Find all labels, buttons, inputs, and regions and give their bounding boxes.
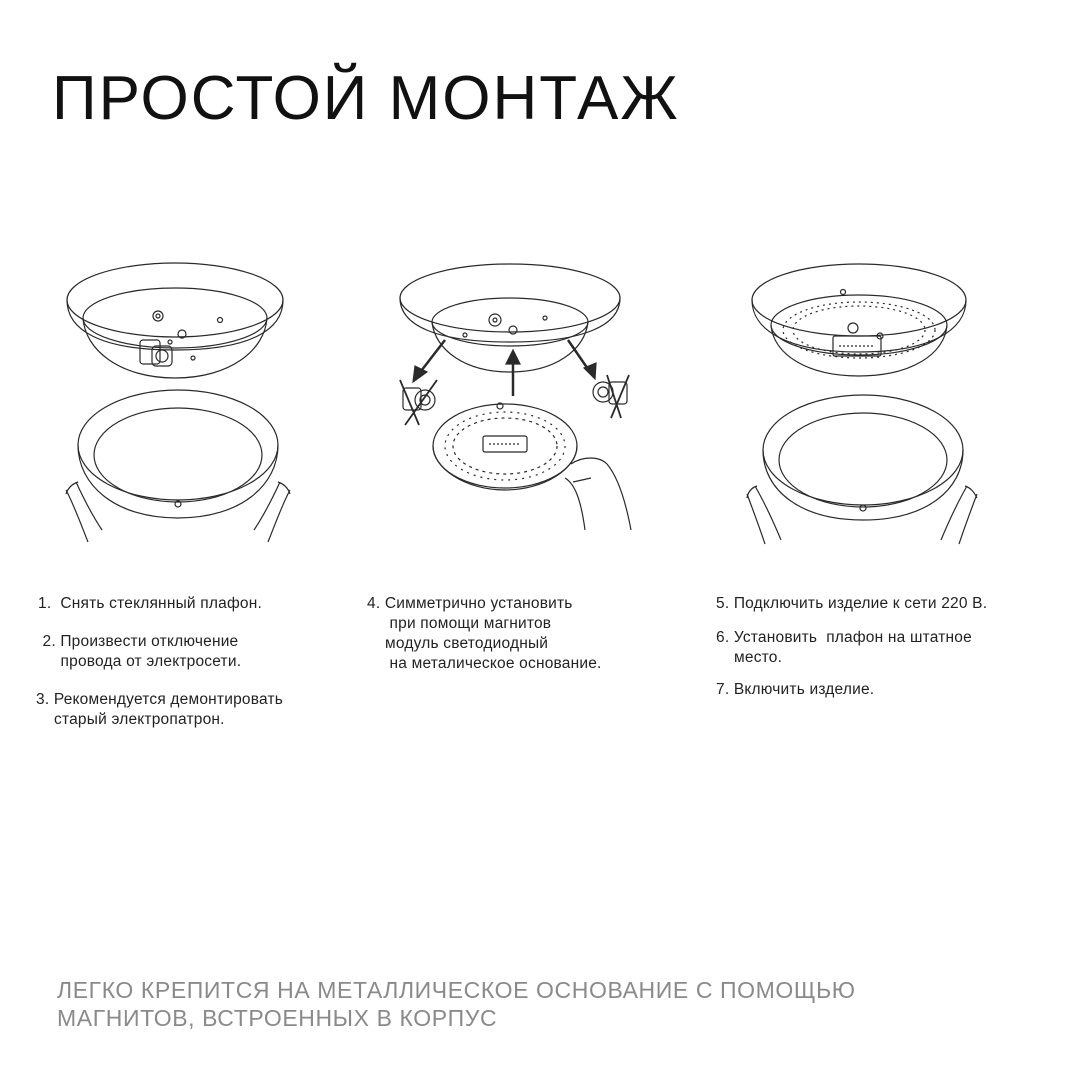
led-module-install-drawing	[385, 250, 645, 550]
footer-line-2: МАГНИТОВ, ВСТРОЕННЫХ В КОРПУС	[57, 1005, 498, 1031]
illustration-remove-shade	[60, 250, 300, 550]
step-1: 1. Снять стеклянный плафон.	[38, 595, 262, 612]
page-title: ПРОСТОЙ МОНТАЖ	[52, 64, 680, 133]
step-4: 4. Симметрично установить при помощи магнитов модуль светодиодный на металическое основание.	[367, 595, 602, 672]
step-2: 2. Произвести отключение провода от электросети.	[42, 633, 242, 670]
step-6: 6. Установить плафон на штатное место.	[716, 629, 972, 666]
step-7: 7. Включить изделие.	[716, 681, 875, 698]
footer-line-1: ЛЕГКО КРЕПИТСЯ НА МЕТАЛЛИЧЕСКОЕ ОСНОВАНИЕ С ПОМОЩЬЮ	[57, 977, 856, 1003]
fixture-led-module-drawing	[745, 250, 985, 550]
step-3: 3. Рекомендуется демонтировать старый электропатрон.	[36, 691, 284, 728]
fixture-base-socket-drawing	[60, 250, 300, 550]
illustration-install-led-module	[385, 250, 645, 550]
step-5: 5. Подключить изделие к сети 220 В.	[716, 595, 988, 612]
footer-note	[57, 976, 856, 1032]
illustration-replace-shade	[745, 250, 985, 550]
